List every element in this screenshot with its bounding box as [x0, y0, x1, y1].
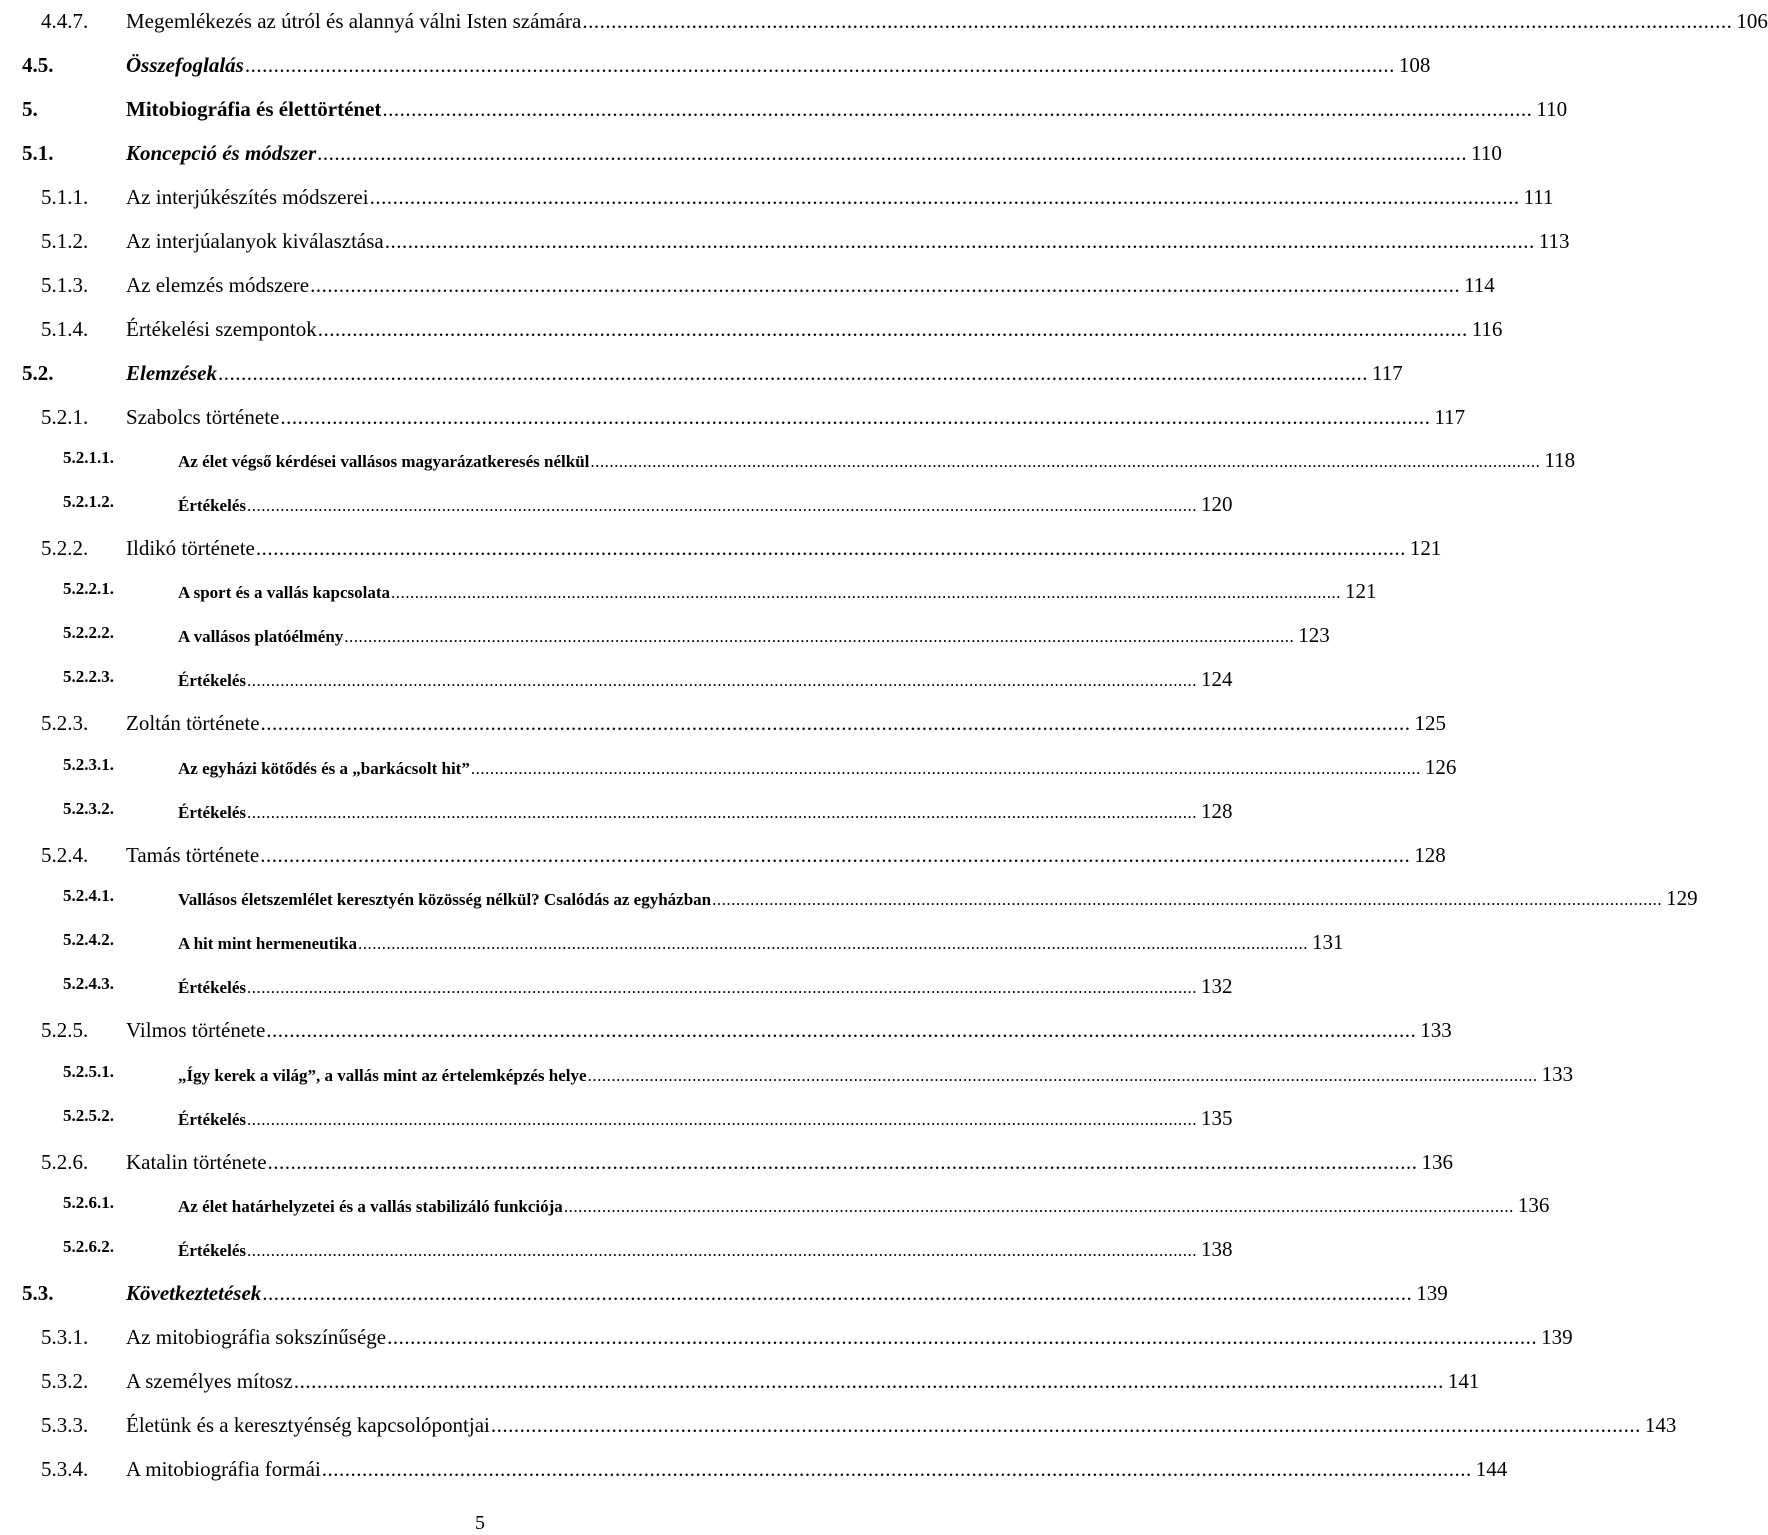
- dot-leader: ........................................................................................................................................................................................................: [712, 890, 1663, 909]
- toc-entry[interactable]: [0, 273, 1495, 305]
- dot-leader: ........................................................................................................................................................................................................: [246, 1110, 1197, 1129]
- dot-leader: ........................................................................................................................................................................................................: [384, 229, 1535, 253]
- dot-leader: ........................................................................................................................................................................................................: [490, 1413, 1641, 1437]
- dot-leader: ........................................................................................................................................................................................................: [310, 273, 1461, 297]
- toc-entry-page: 138: [1200, 1237, 1233, 1261]
- toc-entry-title: Elemzések: [126, 361, 217, 385]
- dot-leader: ........................................................................................................................................................................................................: [590, 452, 1541, 471]
- dot-leader: ........................................................................................................................................................................................................: [321, 1457, 1472, 1481]
- toc-entry-number: 5.3.3.: [41, 1413, 89, 1437]
- toc-entry-page: 106: [1736, 9, 1768, 33]
- toc-entry-page: 139: [1541, 1325, 1573, 1349]
- toc-entry-title: Az interjúalanyok kiválasztása: [126, 229, 384, 253]
- toc-entry-title: Értékelés: [178, 978, 246, 997]
- toc-entry-page: 117: [1434, 405, 1466, 429]
- toc-entry-number: 5.2.2.1.: [63, 579, 114, 598]
- toc-entry[interactable]: [0, 1062, 1574, 1094]
- toc-entry-page: 128: [1414, 843, 1446, 867]
- toc-entry-title: Mitobiográfia és élettörténet: [126, 97, 382, 121]
- toc-entry[interactable]: [0, 317, 1503, 349]
- toc-entry[interactable]: [0, 1237, 1233, 1269]
- toc-entry-page: 129: [1666, 886, 1698, 910]
- toc-entry-page: 110: [1536, 97, 1568, 121]
- toc-entry-page: 143: [1644, 1413, 1677, 1437]
- dot-leader: ........................................................................................................................................................................................................: [582, 9, 1733, 33]
- toc-entry-page: 139: [1416, 1281, 1448, 1305]
- toc-entry-number: 5.2.2.: [41, 536, 89, 560]
- toc-entry-number: 5.3.4.: [41, 1457, 89, 1481]
- toc-entry-number: 5.2.2.3.: [63, 667, 114, 686]
- toc-entry[interactable]: [0, 579, 1377, 611]
- toc-entry-title: A vallásos platóélmény: [178, 627, 344, 646]
- toc-entry-title: Értékelés: [178, 1110, 246, 1129]
- dot-leader: ........................................................................................................................................................................................................: [260, 843, 1411, 867]
- dot-leader: ........................................................................................................................................................................................................: [391, 583, 1342, 602]
- toc-entry-number: 5.2.4.: [41, 843, 89, 867]
- toc-entry[interactable]: [0, 141, 1502, 173]
- toc-entry-page: 136: [1421, 1150, 1454, 1174]
- toc-entry-number: 5.2.1.2.: [63, 492, 114, 511]
- toc-entry-title: Az mitobiográfia sokszínűsége: [126, 1325, 387, 1349]
- toc-entry[interactable]: [0, 361, 1403, 393]
- toc-entry-number: 5.1.1.: [41, 185, 89, 209]
- toc-entry-page: 136: [1517, 1193, 1550, 1217]
- dot-leader: ........................................................................................................................................................................................................: [387, 1325, 1538, 1349]
- toc-entry-title: A mitobiográfia formái: [126, 1457, 321, 1481]
- toc-entry-number: 5.2.3.1.: [63, 755, 114, 774]
- dot-leader: ........................................................................................................................................................................................................: [587, 1066, 1538, 1085]
- toc-entry-title: Értékelés: [178, 671, 246, 690]
- toc-entry-title: Katalin története: [126, 1150, 267, 1174]
- toc-entry[interactable]: [0, 667, 1233, 699]
- toc-entry[interactable]: [0, 623, 1330, 655]
- toc-entry-title: Koncepció és módszer: [126, 141, 317, 165]
- toc-entry[interactable]: [0, 53, 1431, 85]
- toc-entry[interactable]: [0, 405, 1466, 437]
- toc-entry-page: 128: [1200, 799, 1233, 823]
- toc-entry-page: 118: [1544, 448, 1576, 472]
- toc-entry-page: 121: [1345, 579, 1377, 603]
- dot-leader: ........................................................................................................................................................................................................: [246, 671, 1197, 690]
- toc-entry-page: 132: [1200, 974, 1233, 998]
- toc-entry-page: 121: [1409, 536, 1442, 560]
- dot-leader: ........................................................................................................................................................................................................: [344, 627, 1295, 646]
- toc-entry[interactable]: [0, 1281, 1448, 1313]
- toc-entry-title: Összefoglalás: [126, 53, 244, 77]
- dot-leader: ........................................................................................................................................................................................................: [246, 978, 1197, 997]
- toc-entry-title: Az élet határhelyzetei és a vallás stabilizáló funkciója: [178, 1197, 563, 1216]
- toc-entry-page: 116: [1471, 317, 1503, 341]
- toc-entry-page: 123: [1298, 623, 1330, 647]
- toc-entry-page: 141: [1447, 1369, 1480, 1393]
- toc-entry[interactable]: [0, 1457, 1508, 1489]
- toc-entry-title: „Így kerek a világ”, a vallás mint az értelemképzés helye: [178, 1066, 587, 1085]
- toc-entry-number: 5.2.6.2.: [63, 1237, 114, 1256]
- toc-entry-page: 110: [1471, 141, 1502, 165]
- toc-entry-number: 5.2.: [22, 361, 54, 385]
- toc-entry-title: Az élet végső kérdései vallásos magyarázatkeresés nélkül: [178, 452, 590, 471]
- dot-leader: ........................................................................................................................................................................................................: [563, 1197, 1514, 1216]
- toc-entry-page: 131: [1311, 930, 1344, 954]
- toc-entry[interactable]: [0, 448, 1576, 480]
- toc-entry-number: 5.2.6.1.: [63, 1193, 114, 1212]
- toc-entry-title: Tamás története: [126, 843, 260, 867]
- toc-entry-number: 5.2.1.1.: [63, 448, 114, 467]
- toc-entry-page: 120: [1200, 492, 1233, 516]
- dot-leader: ........................................................................................................................................................................................................: [246, 1241, 1197, 1260]
- dot-leader: ........................................................................................................................................................................................................: [317, 141, 1468, 165]
- toc-entry-number: 5.3.2.: [41, 1369, 89, 1393]
- toc-entry[interactable]: [0, 97, 1568, 129]
- dot-leader: ........................................................................................................................................................................................................: [244, 53, 1395, 77]
- dot-leader: ........................................................................................................................................................................................................: [266, 1018, 1417, 1042]
- toc-entry[interactable]: [0, 185, 1554, 217]
- dot-leader: ........................................................................................................................................................................................................: [357, 934, 1308, 953]
- toc-entry-number: 5.2.3.2.: [63, 799, 114, 818]
- toc-entry-title: Értékelés: [178, 803, 246, 822]
- toc-entry-number: 5.2.4.1.: [63, 886, 114, 905]
- toc-entry-number: 5.1.2.: [41, 229, 89, 253]
- toc-entry-title: Szabolcs története: [126, 405, 280, 429]
- page-number: 5: [475, 1512, 485, 1534]
- toc-entry-number: 5.2.4.2.: [63, 930, 114, 949]
- dot-leader: ........................................................................................................................................................................................................: [382, 97, 1533, 121]
- dot-leader: ........................................................................................................................................................................................................: [470, 759, 1421, 778]
- toc-entry-title: Vilmos története: [126, 1018, 266, 1042]
- dot-leader: ........................................................................................................................................................................................................: [317, 317, 1468, 341]
- toc-entry[interactable]: [0, 1150, 1454, 1182]
- toc-entry-title: Értékelés: [178, 1241, 246, 1260]
- toc-entry[interactable]: [0, 1018, 1452, 1050]
- toc-entry-number: 5.2.1.: [41, 405, 89, 429]
- toc-entry[interactable]: [0, 536, 1442, 568]
- toc-entry[interactable]: [0, 755, 1457, 787]
- toc-entry-number: 5.2.5.: [41, 1018, 89, 1042]
- toc-entry[interactable]: [0, 1369, 1480, 1401]
- toc-entry-title: A személyes mítosz: [126, 1369, 293, 1393]
- toc-entry-page: 111: [1523, 185, 1554, 209]
- toc-entry[interactable]: [0, 229, 1570, 261]
- toc-entry-number: 5.3.: [22, 1281, 54, 1305]
- toc-entry-page: 133: [1420, 1018, 1452, 1042]
- toc-entry-page: 126: [1424, 755, 1457, 779]
- toc-entry-number: 5.: [22, 97, 38, 121]
- toc-entry-number: 5.2.6.: [41, 1150, 89, 1174]
- toc-entry-title: Vallásos életszemlélet keresztyén közösség nélkül? Csalódás az egyházban: [178, 890, 712, 909]
- toc-entry-number: 5.1.3.: [41, 273, 89, 297]
- toc-entry-page: 108: [1398, 53, 1431, 77]
- toc-entry-page: 125: [1414, 711, 1447, 735]
- toc-entry-number: 5.2.3.: [41, 711, 89, 735]
- dot-leader: ........................................................................................................................................................................................................: [255, 536, 1406, 560]
- toc-entry-number: 5.2.2.2.: [63, 623, 114, 642]
- dot-leader: ........................................................................................................................................................................................................: [280, 405, 1431, 429]
- toc-entry[interactable]: [0, 1413, 1677, 1445]
- toc-entry-title: Következtetések: [126, 1281, 262, 1305]
- toc-entry-title: Az elemzés módszere: [126, 273, 310, 297]
- toc-entry-title: Értékelés: [178, 496, 246, 515]
- toc-entry[interactable]: [0, 930, 1344, 962]
- dot-leader: ........................................................................................................................................................................................................: [369, 185, 1520, 209]
- toc-entry-page: 114: [1464, 273, 1495, 297]
- toc-entry-title: Zoltán története: [126, 711, 260, 735]
- toc-entry-page: 113: [1538, 229, 1570, 253]
- toc-entry-page: 124: [1200, 667, 1233, 691]
- dot-leader: ........................................................................................................................................................................................................: [267, 1150, 1418, 1174]
- toc-entry-title: Az egyházi kötődés és a „barkácsolt hit”: [178, 759, 470, 778]
- toc-entry-title: Ildikó története: [126, 536, 255, 560]
- toc-entry-number: 4.4.7.: [41, 9, 89, 33]
- dot-leader: ........................................................................................................................................................................................................: [262, 1281, 1413, 1305]
- toc-entry[interactable]: [0, 711, 1447, 743]
- dot-leader: ........................................................................................................................................................................................................: [217, 361, 1368, 385]
- toc-entry[interactable]: [0, 974, 1233, 1006]
- toc-entry-title: Megemlékezés az útról és alannyá válni Isten számára: [126, 9, 582, 33]
- toc-entry-number: 5.1.: [22, 141, 54, 165]
- toc-entry-number: 5.2.5.2.: [63, 1106, 114, 1125]
- dot-leader: ........................................................................................................................................................................................................: [293, 1369, 1444, 1393]
- toc-entry-title: Életünk és a keresztyénség kapcsolópontjai: [126, 1413, 490, 1437]
- toc-entry-page: 135: [1200, 1106, 1233, 1130]
- toc-entry[interactable]: [0, 1193, 1550, 1225]
- dot-leader: ........................................................................................................................................................................................................: [260, 711, 1411, 735]
- toc-entry-number: 5.2.4.3.: [63, 974, 114, 993]
- toc-entry-number: 5.2.5.1.: [63, 1062, 114, 1081]
- toc-entry[interactable]: [0, 1325, 1573, 1357]
- toc-entry[interactable]: [0, 799, 1233, 831]
- dot-leader: ........................................................................................................................................................................................................: [246, 496, 1197, 515]
- toc-entry-number: 5.3.1.: [41, 1325, 89, 1349]
- toc-entry[interactable]: [0, 9, 1768, 41]
- toc-entry-number: 5.1.4.: [41, 317, 89, 341]
- toc-entry-title: Értékelési szempontok: [126, 317, 317, 341]
- toc-entry[interactable]: [0, 886, 1698, 918]
- toc-entry-page: 133: [1541, 1062, 1574, 1086]
- toc-entry-page: 144: [1475, 1457, 1508, 1481]
- toc-entry[interactable]: [0, 492, 1233, 524]
- toc-entry[interactable]: [0, 843, 1446, 875]
- toc-entry-title: Az interjúkészítés módszerei: [126, 185, 369, 209]
- toc-entry-title: A hit mint hermeneutika: [178, 934, 357, 953]
- dot-leader: ........................................................................................................................................................................................................: [246, 803, 1197, 822]
- toc-entry-page: 117: [1371, 361, 1403, 385]
- toc-entry[interactable]: [0, 1106, 1233, 1138]
- toc-entry-title: A sport és a vallás kapcsolata: [178, 583, 391, 602]
- toc-entry-number: 4.5.: [22, 53, 54, 77]
